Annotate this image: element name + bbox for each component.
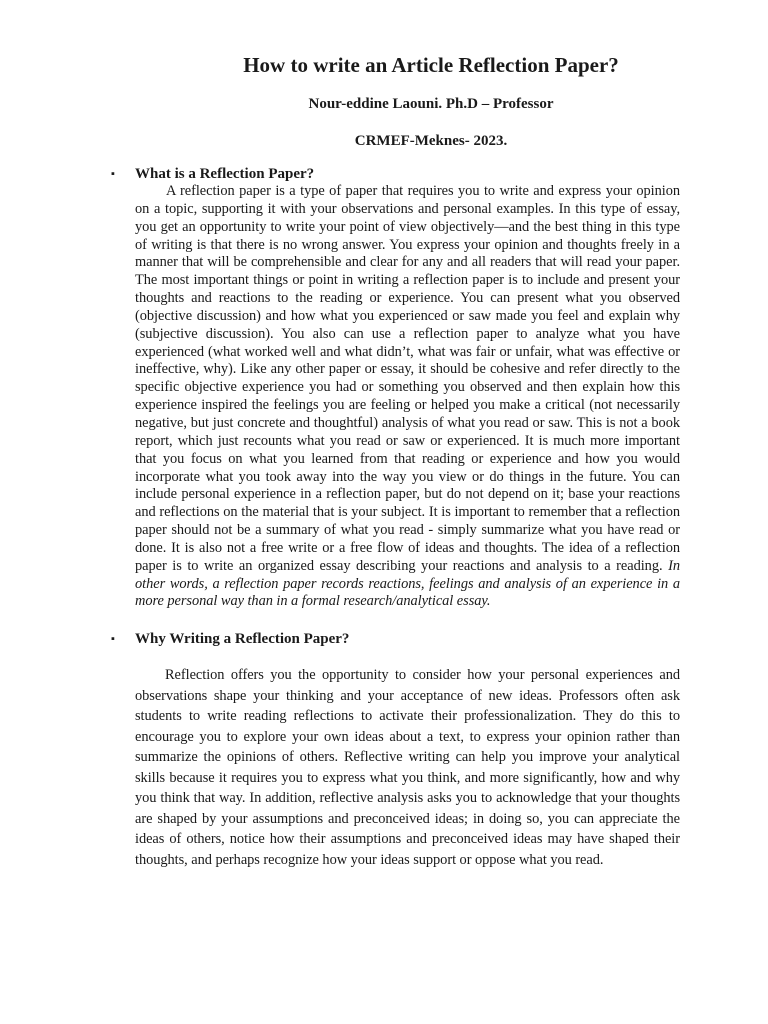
institution-line: CRMEF-Meknes- 2023. bbox=[354, 133, 508, 149]
square-bullet-icon: ▪ bbox=[111, 168, 115, 180]
paragraph-text: A reflection paper is a type of paper that requires you to write and express your opinion on a topic, supporting it with your observations and personal examples. In this type of essay, you get an opportunity to write your point of view objectively—and the best thing in this type of writing is that there is no wrong answer. You express your opinion and thoughts freely in a manner that will be comprehensible and clear for any and all readers that will read your paper. The most important things or point in writing a reflection paper is to include and present your thoughts and reactions to the reading or experience. You can present what you observed (objective discussion) and how what you experienced or saw made you feel and explain why (subjective discussion). You also can use a reflection paper to analyze what you have experienced (what worked well and what didn’t, what was fair or unfair, what was effective or ineffective, why). Like any other paper or essay, it should be cohesive and refer directly to the specific objective experience you had or something you observed and then explain how this experience inspired the feelings you are feeling or helped you make a critical (not necessarily negative, but just concrete and thoughtful) analysis of what you read or saw. This is not a book report, which just recounts what you read or saw or experienced. It is much more important that you focus on what you learned from that reading or experience and how you would incorporate what you took away into the way you view or do things in the future. You can include personal experience in a reflection paper, but do not depend on it; base your reactions and reflections on the material that is your subject. It is important to remember that a reflection paper should not be a summary of what you read - simply summarize what you have read or done. It is also not a free write or a free flow of ideas and thoughts. The idea of a reflection paper is to write an organized essay describing your reactions and analysis to a reading. bbox=[135, 183, 680, 574]
paragraph-italic-text: In other words, a reflection paper records reactions, feelings and analysis of an experience in a more personal way than in a formal research/analytical essay. bbox=[135, 557, 680, 610]
square-bullet-icon: ▪ bbox=[111, 633, 115, 646]
section-why-writing bbox=[111, 630, 680, 870]
section-heading bbox=[111, 630, 680, 648]
section-paragraph: Reflection offers you the opportunity to consider how your personal experiences and observations shape your thinking and your acceptance of new ideas. Professors often ask students to write reading reflections to activate their professionalization. They do this to encourage you to explore your own ideas about a text, to express your opinion rather than summarize the opinions of others. Reflective writing can help you improve your analytical skills because it requires you to express what you think, and more significantly, how and why you think that way. In addition, reflective analysis asks you to acknowledge that your thoughts are shaped by your assumptions and preconceived ideas; in doing so, you can appreciate the ideas of others, notice how their assumptions and preconceived ideas may have shaped their thoughts, and perhaps recognize how your ideas support or oppose what you read. bbox=[135, 667, 680, 868]
section-heading-text: Why Writing a Reflection Paper? bbox=[135, 631, 350, 648]
section-heading-text: What is a Reflection Paper? bbox=[135, 166, 315, 182]
section-what-is bbox=[111, 165, 680, 611]
author-line: Nour-eddine Laouni. Ph.D – Professor bbox=[308, 96, 554, 112]
section-paragraph bbox=[135, 183, 680, 611]
page-title: How to write an Article Reflection Paper? bbox=[243, 53, 619, 77]
section-heading bbox=[111, 165, 680, 183]
